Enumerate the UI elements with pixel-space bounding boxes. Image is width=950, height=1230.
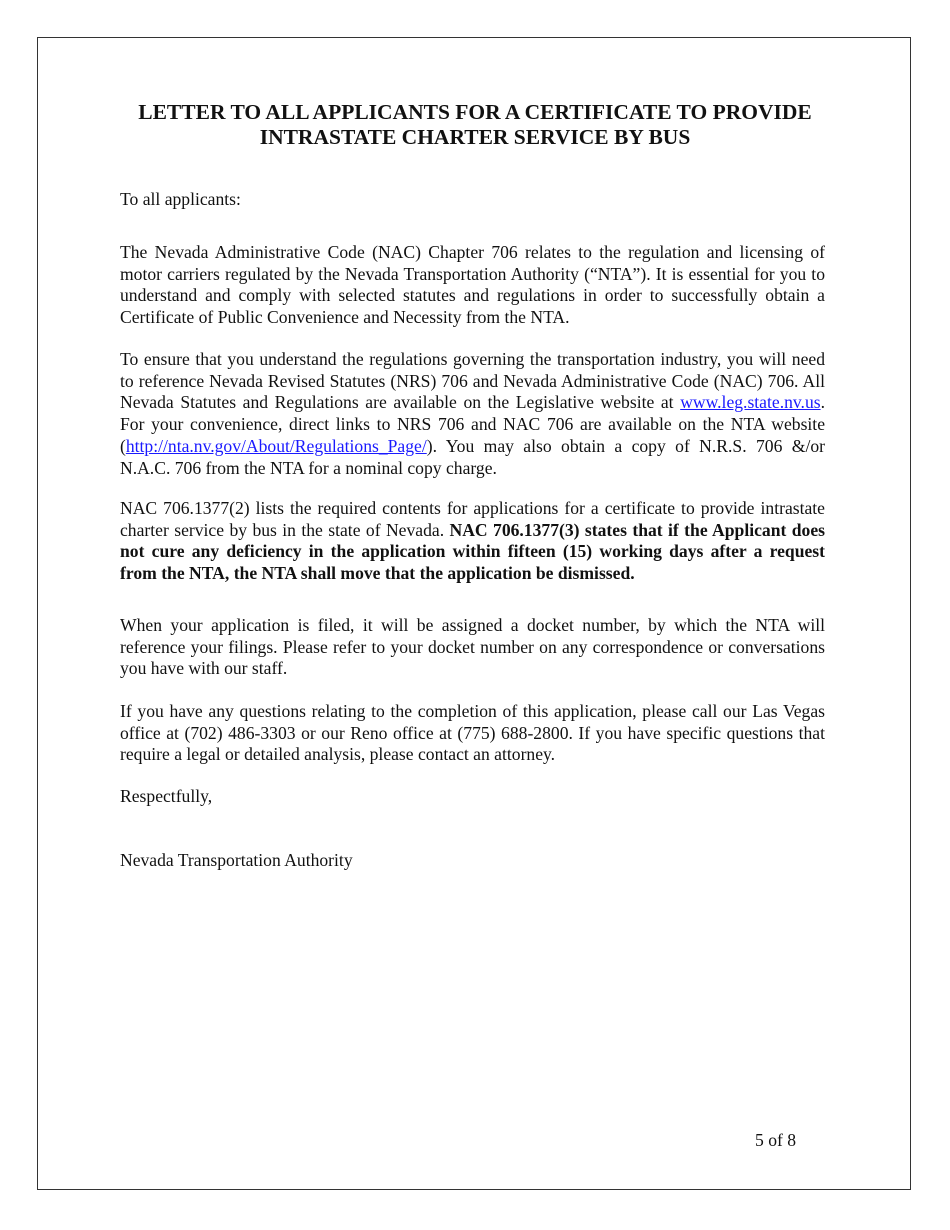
nta-regulations-link[interactable]: http://nta.nv.gov/About/Regulations_Page/ <box>125 435 427 456</box>
salutation: To all applicants: <box>120 189 241 209</box>
paragraph-docket-number: When your application is filed, it will be assigned a docket number, by which the NTA will reference your filings. Please refer to your docket number on any correspondence or conversations you have with our staff. <box>120 615 825 679</box>
paragraph-contact-info: If you have any questions relating to the completion of this application, please call our Las Vegas office at (702) 486-3303 or our Reno office at (775) 688-2800. If you have specific questions that require a legal or detailed analysis, please contact an attorney. <box>120 701 825 765</box>
paragraph-regulations-text-1: To ensure that you understand the regulations governing the transportation industry, you will need to reference Nevada Revised Statutes (NRS) 706 and Nevada Administrative Code (NAC) 706. All Nevada Statutes and Regulations are available on the Legislative website at <box>120 349 825 413</box>
paragraph-regulations <box>120 349 825 479</box>
dismissal-warning: NAC 706.1377(3) states that if the Applicant does not cure any deficiency in the application within fifteen (15) working days after a request from the NTA, the NTA shall move that the application be dismissed. <box>120 519 826 584</box>
document-title <box>100 100 850 150</box>
legislative-website-link[interactable]: www.leg.state.nv.us <box>680 392 821 413</box>
paragraph-required-contents <box>120 498 825 585</box>
paragraph-regulations-text-2: . For your convenience, direct links to NRS 706 and NAC 706 are available on the NTA website ( <box>120 392 825 456</box>
page-number: 5 of 8 <box>755 1130 797 1150</box>
signature: Nevada Transportation Authority <box>120 850 353 870</box>
paragraph-nac-chapter: The Nevada Administrative Code (NAC) Chapter 706 relates to the regulation and licensing of motor carriers regulated by the Nevada Transportation Authority (“NTA”). It is essential for you to understand and comply with selected statutes and regulations in order to successfully obtain a Certificate of Public Convenience and Necessity from the NTA. <box>120 242 825 328</box>
title-line-1: LETTER TO ALL APPLICANTS FOR A CERTIFICATE TO PROVIDE <box>138 100 812 124</box>
paragraph-regulations-text-3: ). You may also obtain a copy of N.R.S. 706 &/or N.A.C. 706 from the NTA for a nominal copy charge. <box>120 435 825 478</box>
title-line-2: INTRASTATE CHARTER SERVICE BY BUS <box>259 125 691 149</box>
paragraph-required-contents-text: NAC 706.1377(2) lists the required contents for applications for a certificate to provide intrastate charter service by bus in the state of Nevada. <box>120 498 825 540</box>
closing: Respectfully, <box>120 786 213 806</box>
